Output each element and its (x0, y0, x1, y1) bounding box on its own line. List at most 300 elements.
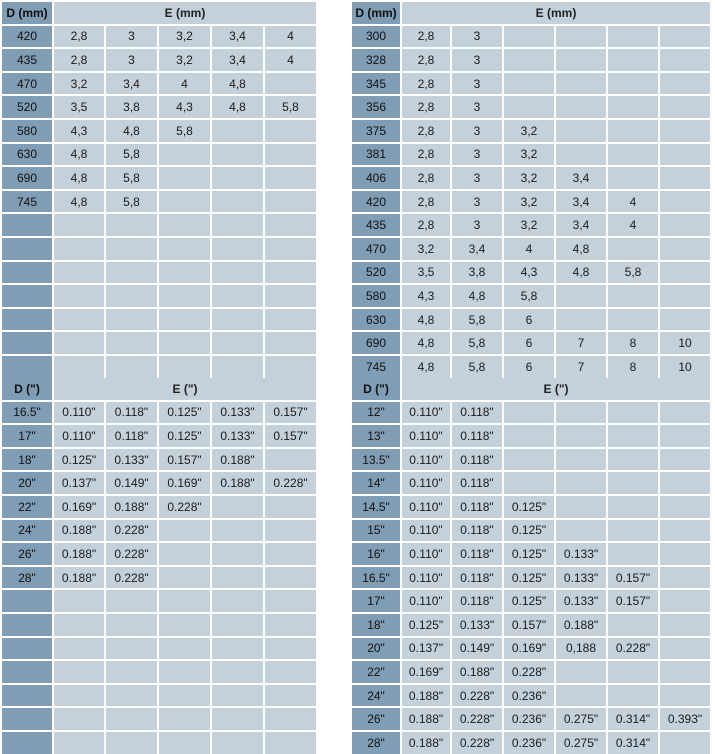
table-cell: 0.125" (504, 496, 554, 518)
table-cell (159, 590, 210, 612)
table-cell (608, 167, 658, 189)
table-cell: 0.133" (106, 449, 157, 471)
row-key-cell: 22" (2, 496, 52, 518)
table-cell: 0.133" (212, 402, 263, 424)
table-cell (608, 120, 658, 142)
row-key-cell: 22" (352, 661, 400, 683)
table-cell: 5,8 (452, 356, 502, 378)
table-cell (660, 144, 710, 166)
table-cell (212, 285, 263, 307)
table-cell: 3 (452, 26, 502, 48)
table-cell: 0.110" (402, 590, 450, 612)
table-cell: 0.157" (265, 402, 316, 424)
table-cell: 4,8 (54, 167, 104, 189)
row-key-cell (2, 332, 52, 354)
table-cell: 3,2 (402, 238, 450, 260)
table-cell (556, 449, 606, 471)
row-key-cell: 745 (2, 191, 52, 213)
table-cell (660, 590, 710, 612)
table-cell (54, 685, 104, 707)
table-cell: 3,4 (556, 191, 606, 213)
table-cell: 0.188" (556, 614, 606, 636)
row-key-cell: 26" (352, 708, 400, 730)
table-cell (660, 661, 710, 683)
table-cell (660, 191, 710, 213)
table-cell (660, 309, 710, 331)
table-cell: 3,2 (504, 214, 554, 236)
table-cell (265, 356, 316, 378)
table-cell: 5,8 (608, 262, 658, 284)
table-cell (212, 356, 263, 378)
table-cell: 5,8 (452, 309, 502, 331)
table-cell: 0.188" (402, 708, 450, 730)
table-cell (504, 73, 554, 95)
table-cell (106, 309, 157, 331)
table-cell (212, 614, 263, 636)
table-cell (106, 708, 157, 730)
table-cell (660, 543, 710, 565)
table-cell (212, 238, 263, 260)
table-cell: 4,8 (556, 262, 606, 284)
table-cell: 0.133" (556, 590, 606, 612)
row-key-cell: 690 (2, 167, 52, 189)
table-cell: 0.236" (504, 685, 554, 707)
table-cell: 0.228" (608, 638, 658, 660)
table-cell: 3 (452, 49, 502, 71)
table-cell: 4,8 (212, 73, 263, 95)
table-cell (212, 567, 263, 589)
table-cell: 6 (504, 309, 554, 331)
table-cell: 3,2 (504, 167, 554, 189)
table-cell: 0.228" (452, 708, 502, 730)
table-cell: 0.188" (212, 449, 263, 471)
table-cell (556, 472, 606, 494)
table-cell: 0.137" (402, 638, 450, 660)
table-cell: 4 (159, 73, 210, 95)
table-cell: 5,8 (106, 167, 157, 189)
table-cell: 0.169" (504, 638, 554, 660)
table-cell (660, 614, 710, 636)
table-cell (159, 214, 210, 236)
row-key-cell: 16.5" (2, 402, 52, 424)
table-cell: 0.157" (608, 567, 658, 589)
table-cell (106, 214, 157, 236)
table-cell: 3,5 (54, 96, 104, 118)
table-cell (660, 120, 710, 142)
table-cell (265, 238, 316, 260)
table-cell (212, 496, 263, 518)
table-cell: 0.133" (452, 614, 502, 636)
table-cell: 2,8 (402, 120, 450, 142)
table-cell (54, 309, 104, 331)
table-cell (608, 144, 658, 166)
table-cell: 4,8 (452, 285, 502, 307)
table-cell (556, 120, 606, 142)
table-cell: 4,8 (54, 191, 104, 213)
table-cell (106, 356, 157, 378)
row-key-cell: 520 (352, 262, 400, 284)
table-cell (608, 425, 658, 447)
table-cell: 0.169" (54, 496, 104, 518)
table-cell: 0.169" (402, 661, 450, 683)
row-key-cell: 300 (352, 26, 400, 48)
table-cell (660, 496, 710, 518)
row-key-cell: 28" (352, 732, 400, 754)
table-cell: 0.228" (106, 543, 157, 565)
table-cell (608, 614, 658, 636)
table-cell (504, 472, 554, 494)
row-key-cell: 356 (352, 96, 400, 118)
table-cell (159, 332, 210, 354)
table-cell (54, 590, 104, 612)
table-cell: 0.110" (402, 496, 450, 518)
table-cell: 3,2 (504, 144, 554, 166)
table-cell: 3 (452, 144, 502, 166)
column-header-e: E (mm) (402, 2, 710, 24)
table-cell (556, 26, 606, 48)
table-cell (556, 309, 606, 331)
table-cell: 0.314" (608, 732, 658, 754)
table-right-top (352, 2, 710, 378)
row-key-cell: 420 (2, 26, 52, 48)
table-cell: 2,8 (402, 191, 450, 213)
table-cell: 3,4 (212, 26, 263, 48)
table-cell (608, 685, 658, 707)
table-cell: 4 (608, 191, 658, 213)
table-cell: 3 (106, 49, 157, 71)
table-cell: 0.137" (54, 472, 104, 494)
table-cell (608, 449, 658, 471)
table-cell: 8 (608, 356, 658, 378)
table-cell: 0.110" (402, 520, 450, 542)
row-key-cell (2, 285, 52, 307)
table-cell: 4 (265, 26, 316, 48)
table-cell: 4,8 (106, 120, 157, 142)
table-cell (660, 638, 710, 660)
table-cell: 0.125" (504, 590, 554, 612)
table-cell (660, 567, 710, 589)
row-key-cell: 24" (352, 685, 400, 707)
column-header-d: D (") (2, 378, 52, 400)
table-cell (608, 402, 658, 424)
row-key-cell (2, 708, 52, 730)
row-key-cell: 580 (2, 120, 52, 142)
table-cell (608, 238, 658, 260)
row-key-cell: 16" (352, 543, 400, 565)
table-cell (660, 238, 710, 260)
table-cell (212, 309, 263, 331)
table-cell: 0.125" (504, 567, 554, 589)
table-cell (54, 262, 104, 284)
table-cell (265, 661, 316, 683)
table-right-bottom (352, 378, 710, 754)
table-cell: 2,8 (402, 49, 450, 71)
table-cell (504, 425, 554, 447)
table-cell: 2,8 (402, 214, 450, 236)
table-cell (159, 543, 210, 565)
table-cell: 0.133" (556, 567, 606, 589)
table-cell: 0.110" (402, 402, 450, 424)
column-header-d: D (mm) (2, 2, 52, 24)
table-cell: 4,8 (212, 96, 263, 118)
table-cell: 2,8 (54, 26, 104, 48)
table-cell: 3,4 (106, 73, 157, 95)
table-cell (660, 472, 710, 494)
table-cell (660, 685, 710, 707)
row-key-cell: 345 (352, 73, 400, 95)
table-cell: 6 (504, 356, 554, 378)
table-cell: 5,8 (504, 285, 554, 307)
table-cell (608, 49, 658, 71)
table-cell (504, 49, 554, 71)
table-cell (265, 73, 316, 95)
table-cell (106, 590, 157, 612)
row-key-cell: 420 (352, 191, 400, 213)
table-cell (265, 732, 316, 754)
table-cell (608, 496, 658, 518)
row-key-cell: 381 (352, 144, 400, 166)
table-cell (608, 26, 658, 48)
table-cell: 0.118" (106, 402, 157, 424)
table-cell: 3 (452, 73, 502, 95)
table-cell: 0.118" (452, 543, 502, 565)
table-cell (556, 96, 606, 118)
table-cell (265, 614, 316, 636)
row-key-cell: 580 (352, 285, 400, 307)
table-cell (556, 685, 606, 707)
row-key-cell: 13.5" (352, 449, 400, 471)
table-cell (265, 332, 316, 354)
table-cell (265, 638, 316, 660)
table-cell: 0.228" (504, 661, 554, 683)
table-cell (54, 638, 104, 660)
table-cell (212, 685, 263, 707)
table-cell (265, 708, 316, 730)
table-cell: 0.110" (402, 472, 450, 494)
table-cell: 7 (556, 356, 606, 378)
row-key-cell: 18" (2, 449, 52, 471)
row-key-cell: 630 (2, 144, 52, 166)
table-cell: 0.118" (106, 425, 157, 447)
table-cell: 3 (452, 167, 502, 189)
table-cell (265, 285, 316, 307)
table-cell: 2,8 (402, 144, 450, 166)
table-cell: 10 (660, 356, 710, 378)
table-cell: 5,8 (106, 144, 157, 166)
table-cell (608, 96, 658, 118)
table-cell (660, 73, 710, 95)
table-cell (504, 402, 554, 424)
table-cell: 0.110" (54, 425, 104, 447)
table-cell (265, 496, 316, 518)
table-cell (265, 191, 316, 213)
table-cell (660, 449, 710, 471)
table-cell (212, 661, 263, 683)
table-cell (660, 49, 710, 71)
table-cell: 0.157" (608, 590, 658, 612)
table-cell: 0.118" (452, 425, 502, 447)
row-key-cell (2, 638, 52, 660)
table-cell: 3 (452, 191, 502, 213)
row-key-cell: 375 (352, 120, 400, 142)
table-left-top (2, 2, 316, 378)
row-key-cell: 28" (2, 567, 52, 589)
table-cell: 0.314" (608, 708, 658, 730)
table-cell: 0.188" (452, 661, 502, 683)
table-cell: 3,2 (504, 120, 554, 142)
table-cell (54, 285, 104, 307)
table-cell (106, 685, 157, 707)
table-cell (212, 543, 263, 565)
table-left-bottom (2, 378, 316, 754)
table-cell: 3,4 (556, 167, 606, 189)
table-cell (660, 520, 710, 542)
row-key-cell: 17" (2, 425, 52, 447)
table-cell: 3,4 (452, 238, 502, 260)
table-cell: 0.118" (452, 449, 502, 471)
table-cell (608, 543, 658, 565)
table-cell (106, 661, 157, 683)
row-key-cell (2, 732, 52, 754)
row-key-cell: 470 (2, 73, 52, 95)
row-key-cell: 630 (352, 309, 400, 331)
table-cell: 2,8 (402, 73, 450, 95)
table-cell (660, 285, 710, 307)
table-cell: 0.110" (402, 567, 450, 589)
table-cell: 4,8 (402, 356, 450, 378)
table-cell (556, 661, 606, 683)
table-cell (212, 708, 263, 730)
column-header-e: E (") (402, 378, 710, 400)
table-cell: 0.275" (556, 708, 606, 730)
table-cell (159, 567, 210, 589)
column-header-e: E (mm) (54, 2, 316, 24)
table-cell (106, 332, 157, 354)
table-cell: 0.110" (402, 543, 450, 565)
table-cell: 0.236" (504, 708, 554, 730)
table-cell (212, 332, 263, 354)
row-key-cell: 745 (352, 356, 400, 378)
table-cell: 4,3 (159, 96, 210, 118)
table-cell (159, 285, 210, 307)
column-header-d: D (mm) (352, 2, 400, 24)
row-key-cell (2, 238, 52, 260)
table-cell: 7 (556, 332, 606, 354)
table-cell: 4,8 (54, 144, 104, 166)
column-header-e: E (") (54, 378, 316, 400)
table-cell (556, 402, 606, 424)
table-cell (159, 661, 210, 683)
table-cell (212, 520, 263, 542)
table-cell (608, 73, 658, 95)
table-cell (159, 309, 210, 331)
table-cell: 3,2 (159, 49, 210, 71)
table-cell (54, 614, 104, 636)
table-cell: 0.157" (159, 449, 210, 471)
table-cell: 0.188" (212, 472, 263, 494)
row-key-cell: 13" (352, 425, 400, 447)
table-cell: 4 (608, 214, 658, 236)
row-key-cell: 406 (352, 167, 400, 189)
table-cell: 0.110" (402, 449, 450, 471)
row-key-cell: 520 (2, 96, 52, 118)
table-cell (54, 214, 104, 236)
table-cell (212, 638, 263, 660)
table-cell: 3,4 (212, 49, 263, 71)
row-key-cell (2, 661, 52, 683)
table-cell (106, 732, 157, 754)
row-key-cell: 15" (352, 520, 400, 542)
table-cell (265, 309, 316, 331)
table-cell: 4,3 (504, 262, 554, 284)
table-cell: 0.133" (556, 543, 606, 565)
table-cell (608, 520, 658, 542)
table-cell: 3,2 (504, 191, 554, 213)
table-cell (212, 214, 263, 236)
table-cell (212, 167, 263, 189)
table-cell: 3 (452, 120, 502, 142)
table-cell: 0.118" (452, 472, 502, 494)
table-cell (556, 496, 606, 518)
table-cell: 0.118" (452, 496, 502, 518)
table-cell (660, 425, 710, 447)
table-cell: 0.228" (106, 567, 157, 589)
table-cell (212, 191, 263, 213)
table-cell: 3,2 (159, 26, 210, 48)
row-key-cell: 17" (352, 590, 400, 612)
table-cell (106, 262, 157, 284)
table-cell: 4 (265, 49, 316, 71)
table-cell (212, 732, 263, 754)
table-cell (265, 590, 316, 612)
row-key-cell: 328 (352, 49, 400, 71)
table-cell (159, 614, 210, 636)
table-cell: 0.275" (556, 732, 606, 754)
table-cell: 0.125" (504, 543, 554, 565)
table-cell: 0.125" (504, 520, 554, 542)
row-key-cell (2, 356, 52, 378)
row-key-cell: 20" (352, 638, 400, 660)
table-cell (608, 661, 658, 683)
table-cell (54, 356, 104, 378)
table-cell: 0.228" (159, 496, 210, 518)
table-cell: 0.228" (265, 472, 316, 494)
table-cell (159, 520, 210, 542)
table-cell (159, 144, 210, 166)
table-cell (556, 425, 606, 447)
table-cell (504, 449, 554, 471)
row-key-cell: 24" (2, 520, 52, 542)
table-cell: 4 (504, 238, 554, 260)
table-cell (54, 732, 104, 754)
table-cell (159, 685, 210, 707)
table-cell: 0.228" (106, 520, 157, 542)
row-key-cell: 690 (352, 332, 400, 354)
table-cell: 0.188" (106, 496, 157, 518)
table-cell (504, 26, 554, 48)
table-cell: 3,4 (556, 214, 606, 236)
table-cell: 10 (660, 332, 710, 354)
table-cell (159, 356, 210, 378)
table-cell (265, 520, 316, 542)
table-cell (106, 638, 157, 660)
table-cell (212, 144, 263, 166)
table-cell (159, 167, 210, 189)
table-cell (556, 144, 606, 166)
table-cell: 3,8 (452, 262, 502, 284)
table-cell (608, 472, 658, 494)
table-cell: 5,8 (159, 120, 210, 142)
